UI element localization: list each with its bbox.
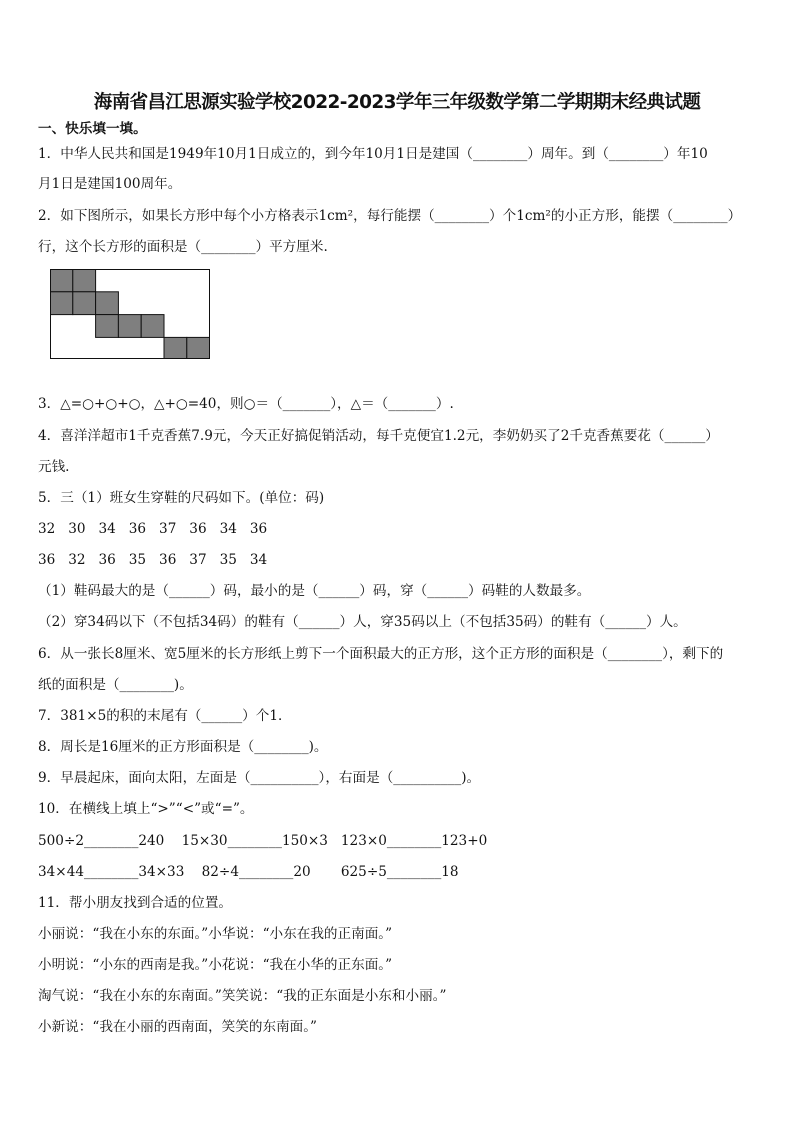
question-1-line-2: 月1日是建国100周年。 [38, 176, 182, 192]
question-6-line-1: 6．从一张长8厘米、宽5厘米的长方形纸上剪下一个面积最大的正方形，这个正方形的面积是（________），剩下的 [38, 646, 724, 662]
question-3: 3．△=○+○+○，△+○=40，则○＝（_______），△＝（_______）. [38, 396, 454, 412]
section-heading: 一、快乐填一填。 [38, 121, 147, 137]
question-5-sub-2: （2）穿34码以下（不包括34码）的鞋有（______）人，穿35码以上（不包括35码）的鞋有（______）人。 [38, 614, 687, 630]
question-1-line-1: 1．中华人民共和国是1949年10月1日成立的，到今年10月1日是建国（________）周年。到（________）年10 [38, 146, 708, 162]
statement-1: 小丽说：“我在小东的东面。”小华说：“小东在我的正南面。” [38, 926, 393, 942]
shoe-size-row-1: 32 30 34 36 37 36 34 36 [38, 521, 268, 537]
unit-square [73, 269, 96, 292]
unit-square [50, 292, 73, 315]
comparison-row-1: 500÷2________240 15×30________150×3 123×0________123+0 [38, 833, 488, 849]
comparison-row-2: 34×44________34×33 82÷4________20 625÷5________18 [38, 864, 459, 880]
question-6-line-2: 纸的面积是（________)。 [38, 677, 193, 693]
question-11-intro: 11．帮小朋友找到合适的位置。 [38, 895, 233, 911]
question-9: 9．早晨起床，面向太阳，左面是（__________），右面是（__________)。 [38, 770, 481, 786]
unit-square [50, 269, 73, 292]
statement-3: 淘气说：“我在小东的东南面。”笑笑说：“我的正东面是小东和小丽。” [38, 988, 447, 1004]
statement-4: 小新说：“我在小丽的西南面，笑笑的东南面。” [38, 1019, 317, 1035]
question-8: 8．周长是16厘米的正方形面积是（________)。 [38, 739, 328, 755]
unit-square [118, 315, 141, 338]
unit-square [141, 315, 164, 338]
page-title: 海南省昌江思源实验学校2022-2023学年三年级数学第二学期期末经典试题 [93, 92, 701, 113]
unit-square [73, 292, 96, 315]
question-2-line-2: 行，这个长方形的面积是（________）平方厘米. [38, 239, 328, 255]
question-4-line-1: 4．喜洋洋超市1千克香蕉7.9元，今天正好搞促销活动，每千克便宜1.2元，李奶奶买了2千克香蕉要花（______） [38, 428, 719, 444]
grid-rectangle-diagram [50, 269, 210, 359]
unit-square [96, 292, 119, 315]
question-10-intro: 10．在横线上填上“>”“<”或“=”。 [38, 801, 254, 817]
question-2-line-1: 2．如下图所示，如果长方形中每个小方格表示1cm²，每行能摆（________）个1cm²的小正方形，能摆（________） [38, 208, 742, 224]
unit-square [164, 337, 187, 359]
question-7: 7．381×5的积的末尾有（______）个1． [38, 708, 292, 724]
question-4-line-2: 元钱. [38, 459, 70, 475]
unit-square [96, 315, 119, 338]
unit-square [187, 337, 210, 359]
question-5-sub-1: （1）鞋码最大的是（______）码，最小的是（______）码，穿（______）码鞋的人数最多。 [38, 583, 591, 599]
statement-2: 小明说：“小东的西南是我。”小花说：“我在小华的正东面。” [38, 957, 393, 973]
shoe-size-row-2: 36 32 36 35 36 37 35 34 [38, 552, 268, 568]
question-5-intro: 5．三（1）班女生穿鞋的尺码如下。(单位：码) [38, 490, 325, 506]
